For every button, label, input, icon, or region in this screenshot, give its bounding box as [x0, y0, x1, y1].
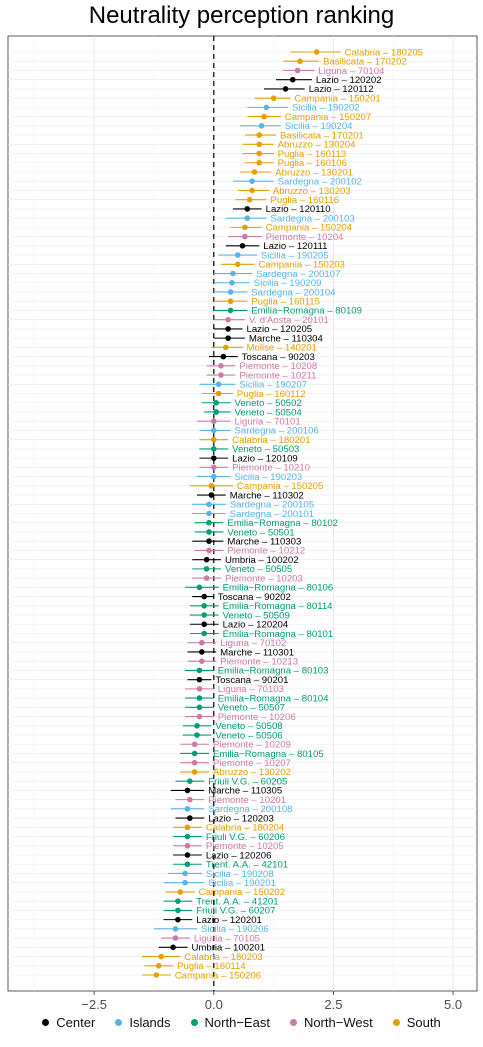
data-point [228, 289, 234, 295]
data-point [182, 871, 188, 877]
data-point [228, 308, 234, 314]
point-label: Molise – 140201 [246, 342, 317, 354]
data-point [187, 797, 193, 803]
point-label: Veneto – 50506 [215, 730, 283, 742]
point-label: Sardegna – 200105 [229, 499, 315, 511]
data-point [211, 455, 217, 461]
data-point [185, 788, 191, 794]
point-label: Trent. A.A. – 42101 [205, 859, 289, 871]
data-point [197, 686, 203, 692]
data-point [175, 898, 181, 904]
data-point [256, 142, 262, 148]
data-point [192, 769, 198, 775]
point-label: Sardegna – 200108 [208, 804, 293, 816]
point-label: Toscana – 90203 [241, 351, 315, 363]
point-label: Marche – 110305 [208, 785, 283, 797]
point-label: Emilia−Romagna – 80101 [222, 628, 334, 640]
data-point [256, 132, 262, 138]
data-point [204, 575, 210, 581]
legend-item [393, 1015, 441, 1030]
point-label: Veneto – 50503 [232, 444, 300, 456]
data-point [247, 197, 253, 203]
data-point [170, 945, 176, 951]
point-label: Liguria – 70104 [318, 65, 385, 77]
point-label: Sicilia – 190201 [208, 878, 276, 889]
point-label: Puglia – 160113 [277, 148, 347, 160]
data-point [199, 658, 205, 664]
legend-label: Islands [129, 1015, 171, 1030]
x-tick-label: 0.0 [204, 997, 223, 1012]
data-point [230, 271, 236, 277]
point-label: Lazio – 120111 [263, 241, 328, 253]
x-tick-label: 2.5 [324, 997, 343, 1012]
data-point [192, 751, 198, 757]
legend-dot [191, 1019, 198, 1026]
point-label: Abruzzo – 130203 [272, 185, 351, 197]
data-point [192, 741, 198, 747]
point-label: V. d'Aosta – 20101 [248, 314, 329, 326]
data-point [244, 206, 250, 212]
data-point [201, 621, 207, 627]
point-label: Piemonte – 10210 [232, 462, 311, 474]
point-label: Campania – 150207 [284, 111, 372, 123]
data-point [185, 825, 191, 831]
data-point [201, 594, 207, 600]
point-label: Friuli V.G. – 60206 [205, 831, 285, 843]
point-label: Marche – 110302 [229, 490, 304, 502]
x-tick-label: −2.5 [81, 997, 107, 1012]
data-point [185, 834, 191, 840]
point-label: Piemonte – 10206 [217, 711, 296, 723]
point-label: Lazio – 120110 [265, 204, 331, 216]
point-label: Emilia−Romagna – 80114 [222, 601, 333, 613]
point-label: Basilicata – 170201 [280, 130, 364, 142]
data-point [229, 280, 235, 286]
data-point [197, 714, 203, 720]
data-point [295, 68, 301, 74]
point-label: Trent. A.A. – 41201 [196, 896, 279, 908]
data-point [252, 169, 258, 175]
data-point [206, 511, 212, 517]
point-label: Piemonte – 10203 [224, 573, 303, 585]
point-label: Sicilia – 190202 [291, 102, 360, 114]
point-label: Sardegna – 200102 [277, 176, 362, 188]
data-point [173, 926, 179, 932]
data-point [185, 806, 191, 812]
data-point [158, 954, 164, 960]
data-point [218, 372, 224, 378]
data-point [283, 86, 289, 92]
data-point [216, 391, 222, 397]
data-point [197, 705, 203, 711]
data-point [218, 363, 224, 369]
data-point [182, 880, 188, 886]
point-label: Veneto – 50502 [234, 398, 302, 410]
point-label: Friuli V.G. – 60205 [208, 776, 288, 788]
point-label: Calabria – 180201 [232, 434, 311, 446]
point-label: Veneto – 50504 [234, 407, 302, 419]
point-label: Veneto – 50507 [217, 702, 286, 714]
legend-dot [393, 1019, 400, 1026]
data-point [228, 298, 234, 304]
data-point [187, 815, 193, 821]
data-point [271, 95, 277, 101]
point-label: Calabria – 180204 [205, 822, 285, 834]
point-label: Liguria – 70105 [193, 933, 261, 945]
point-label: Sardegna – 200101 [229, 508, 315, 520]
data-point [240, 243, 246, 249]
point-label: Sicilia – 190205 [260, 250, 329, 262]
point-label: Umbria – 100202 [224, 554, 299, 566]
data-point [235, 252, 241, 258]
data-point [261, 114, 267, 120]
data-point [206, 520, 212, 526]
data-point [216, 381, 222, 387]
point-label: Campania – 150205 [236, 481, 324, 493]
point-label: Lazio – 120112 [308, 84, 374, 96]
point-label: Puglia – 160116 [270, 194, 340, 206]
point-label: Abruzzo – 130202 [213, 767, 291, 779]
point-label: Lazio – 120201 [196, 914, 262, 926]
legend-label: Center [56, 1015, 96, 1030]
legend-dot [42, 1019, 49, 1026]
point-label: Sicilia – 190204 [284, 121, 353, 133]
point-label: Toscana – 90202 [217, 591, 291, 603]
point-label: Emilia−Romagna – 80103 [217, 665, 329, 677]
data-point [199, 640, 205, 646]
data-point [199, 649, 205, 655]
data-point [177, 889, 183, 895]
data-point [201, 631, 207, 637]
point-label: Abruzzo – 130204 [277, 139, 356, 151]
legend-label: North−West [303, 1015, 373, 1030]
data-point [242, 225, 248, 231]
point-label: Sicilia – 190206 [201, 924, 269, 936]
data-point [209, 492, 215, 498]
point-label: Marche – 110304 [248, 333, 323, 345]
point-label: Puglia – 160115 [251, 296, 320, 308]
point-label: Lazio – 120202 [315, 74, 382, 86]
legend-dot [115, 1019, 122, 1026]
point-label: Sardegna – 200103 [270, 213, 355, 225]
point-label: Sardegna – 200106 [234, 425, 319, 437]
point-label: Liguria – 70101 [234, 416, 301, 428]
point-label: Calabria – 180203 [184, 951, 263, 963]
data-point [211, 474, 217, 480]
data-point [225, 317, 231, 323]
point-label: Marche – 110301 [220, 647, 295, 659]
data-point [206, 501, 212, 507]
point-label: Piemonte – 10213 [220, 656, 299, 668]
data-point [264, 105, 270, 111]
data-point [206, 548, 212, 554]
data-point [192, 760, 198, 766]
point-label: Liguria – 70102 [220, 638, 287, 650]
data-point [211, 465, 217, 471]
legend-item [42, 1015, 95, 1030]
data-point [173, 935, 179, 941]
data-point [209, 483, 215, 489]
point-label: Emilia−Romagna – 80105 [213, 748, 324, 760]
chart-title: Neutrality perception ranking [88, 2, 395, 29]
point-label: Emilia−Romagna – 80109 [251, 305, 362, 317]
point-label: Sardegna – 200104 [251, 287, 336, 299]
point-label: Puglia – 160106 [277, 158, 347, 170]
data-point [256, 151, 262, 157]
data-point [314, 49, 320, 55]
point-label: Lazio – 120205 [246, 324, 313, 336]
point-label: Campania – 150206 [174, 970, 262, 982]
point-label: Calabria – 180205 [344, 47, 424, 59]
data-point [154, 972, 160, 978]
point-label: Veneto – 50501 [227, 527, 295, 539]
legend-label: South [406, 1015, 441, 1030]
data-point [175, 908, 181, 914]
data-point [211, 437, 217, 443]
point-label: Puglia – 160114 [177, 961, 246, 973]
data-point [187, 778, 193, 784]
point-label: Sardegna – 200107 [256, 268, 341, 280]
data-point [290, 77, 296, 83]
legend-label: North−East [204, 1015, 270, 1030]
point-label: Umbria – 100201 [191, 942, 266, 954]
data-point [249, 188, 255, 194]
data-point [244, 215, 250, 221]
legend-item [115, 1015, 170, 1030]
data-point [197, 677, 203, 683]
data-point [225, 326, 231, 332]
point-label: Sicilia – 190208 [205, 868, 274, 880]
point-label: Emilia−Romagna – 80106 [222, 582, 334, 594]
data-point [225, 335, 231, 341]
data-point [206, 529, 212, 535]
data-point [204, 566, 210, 572]
data-point [197, 668, 203, 674]
x-tick-label: 5.0 [444, 997, 463, 1012]
data-point [259, 123, 265, 129]
data-point [194, 732, 200, 738]
point-label: Emilia−Romagna – 80104 [217, 693, 329, 705]
point-label: Lazio – 120206 [205, 850, 272, 862]
point-label: Sicilia – 190207 [239, 379, 308, 391]
point-label: Campania – 150202 [198, 887, 286, 899]
data-point [256, 160, 262, 166]
x-axis [81, 991, 462, 1012]
point-label: Marche – 110303 [227, 536, 302, 548]
point-label: Toscana – 90201 [215, 674, 289, 686]
data-point [213, 409, 219, 415]
legend-item [290, 1015, 373, 1030]
point-label: Campania – 150203 [258, 259, 345, 271]
point-label: Lazio – 120203 [208, 813, 274, 825]
point-label: Sicilia – 190209 [253, 278, 322, 290]
point-label: Piemonte – 10204 [265, 231, 344, 243]
point-label: Campania – 150204 [265, 222, 353, 234]
data-point [213, 400, 219, 406]
data-point [156, 963, 162, 969]
point-label: Piemonte – 10205 [205, 841, 284, 853]
point-label: Piemonte – 10209 [213, 739, 291, 751]
point-label: Campania – 150201 [294, 93, 381, 105]
point-label: Sicilia – 190203 [234, 471, 303, 483]
data-point [185, 861, 191, 867]
data-point [297, 58, 303, 64]
point-label: Piemonte – 10208 [239, 361, 318, 373]
point-label: Veneto – 50509 [222, 610, 290, 622]
data-point [249, 178, 255, 184]
data-point [201, 603, 207, 609]
point-label: Lazio – 120204 [222, 619, 289, 631]
point-label: Basilicata – 170202 [323, 56, 407, 68]
data-point [201, 612, 207, 618]
point-label: Piemonte – 10201 [208, 794, 287, 806]
data-point [194, 723, 200, 729]
legend [0, 1015, 483, 1030]
data-point [211, 428, 217, 434]
data-point [221, 354, 227, 360]
point-label: Friuli V.G. – 60207 [196, 905, 276, 917]
data-point [175, 917, 181, 923]
point-label: Piemonte – 10207 [213, 758, 291, 770]
point-label: Emilia−Romagna – 80102 [227, 518, 339, 530]
point-label: Liguria – 70103 [217, 684, 284, 696]
point-label: Lazio – 120109 [232, 453, 298, 465]
data-point [185, 852, 191, 858]
point-label: Puglia – 160112 [236, 388, 306, 400]
data-point [197, 585, 203, 591]
data-point [223, 345, 229, 351]
point-label: Piemonte – 10211 [239, 370, 317, 382]
data-point [185, 843, 191, 849]
data-point [235, 261, 241, 267]
legend-item [191, 1015, 270, 1030]
data-point [206, 538, 212, 544]
point-label: Veneto – 50505 [224, 564, 293, 576]
data-point [211, 446, 217, 452]
data-point [242, 234, 248, 240]
point-label: Abruzzo – 130201 [275, 167, 354, 179]
data-point [197, 695, 203, 701]
data-point [211, 418, 217, 424]
point-label: Piemonte – 10212 [227, 545, 306, 557]
data-point [204, 557, 210, 563]
legend-dot [290, 1019, 297, 1026]
point-label: Veneto – 50508 [215, 721, 283, 733]
